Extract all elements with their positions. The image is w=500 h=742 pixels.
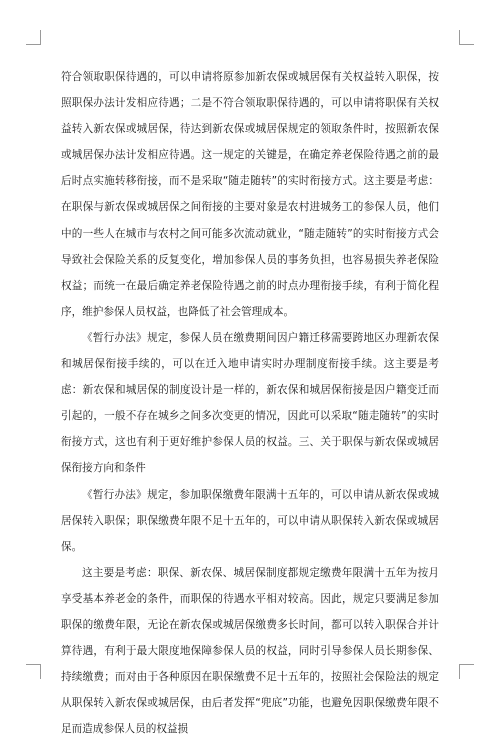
crop-mark-top-right xyxy=(459,30,474,45)
paragraph-2: 《暂行办法》规定，参保人员在缴费期间因户籍迁移需要跨地区办理新农保和城居保衔接手续的，可以在迁入地申请实时办理制度衔接手续。这主要是考虑：新农保和城居保的制度设计是一样的，新农保和城居保衔接是因户籍变迁而引起的，一般不存在城乡之间多次变更的情况，因此可以采取“随走随转”的实时衔接方式，这也有利于更好维护参保人员的权益。三、关于职保与新农保或城居保衔接方向和条件 xyxy=(61,331,439,475)
crop-mark-bottom-left xyxy=(26,664,41,679)
paragraph-3: 《暂行办法》规定，参加职保缴费年限满十五年的，可以申请从新农保或城居保转入职保；职保缴费年限不足十五年的，可以申请从职保转入新农保或城居保。 xyxy=(61,488,439,553)
crop-mark-top-left xyxy=(26,30,41,45)
paragraph-4: 这主要是考虑：职保、新农保、城居保制度都规定缴费年限满十五年为按月享受基本养老金的条件，而职保的待遇水平相对较高。因此，规定只要满足参加职保的缴费年限，无论在新农保或城居保缴费多长时间，都可以转入职保合并计算待遇，有利于最大限度地保障参保人员的权益，同时引导参保人员长期参保、持续缴费；而对由于各种原因在职保缴费不足十五年的，按照社会保险法的规定从职保转入新农保或城居保，由后者发挥“兜底”功能，也避免因职保缴费年限不足而造成参保人员的权益损 xyxy=(61,566,439,736)
paragraph-1: 符合领取职保待遇的，可以申请将原参加新农保或城居保有关权益转入职保，按照职保办法计发相应待遇；二是不符合领取职保待遇的，可以申请将职保有关权益转入新农保或城居保，待达到新农保或城居保规定的领取条件时，按照新农保或城居保办法计发相应待遇。这一规定的关键是，在确定养老保险待遇之前的最后时点实施转移衔接，而不是采取“随走随转”的实时衔接方式。这主要是考虑：在职保与新农保或城居保之间衔接的主要对象是农村进城务工的参保人员，他们中的一些人在城市与农村之间可能多次流动就业，“随走随转”的实时衔接方式会导致社会保险关系的反复变化，增加参保人员的事务负担，也容易损失养老保险权益；而统一在最后确定养老保险待遇之前的时点办理衔接手续，有利于简化程序，维护参保人员权益，也降低了社会管理成本。 xyxy=(61,71,439,318)
crop-mark-bottom-right xyxy=(459,664,474,679)
document-body xyxy=(61,64,439,742)
